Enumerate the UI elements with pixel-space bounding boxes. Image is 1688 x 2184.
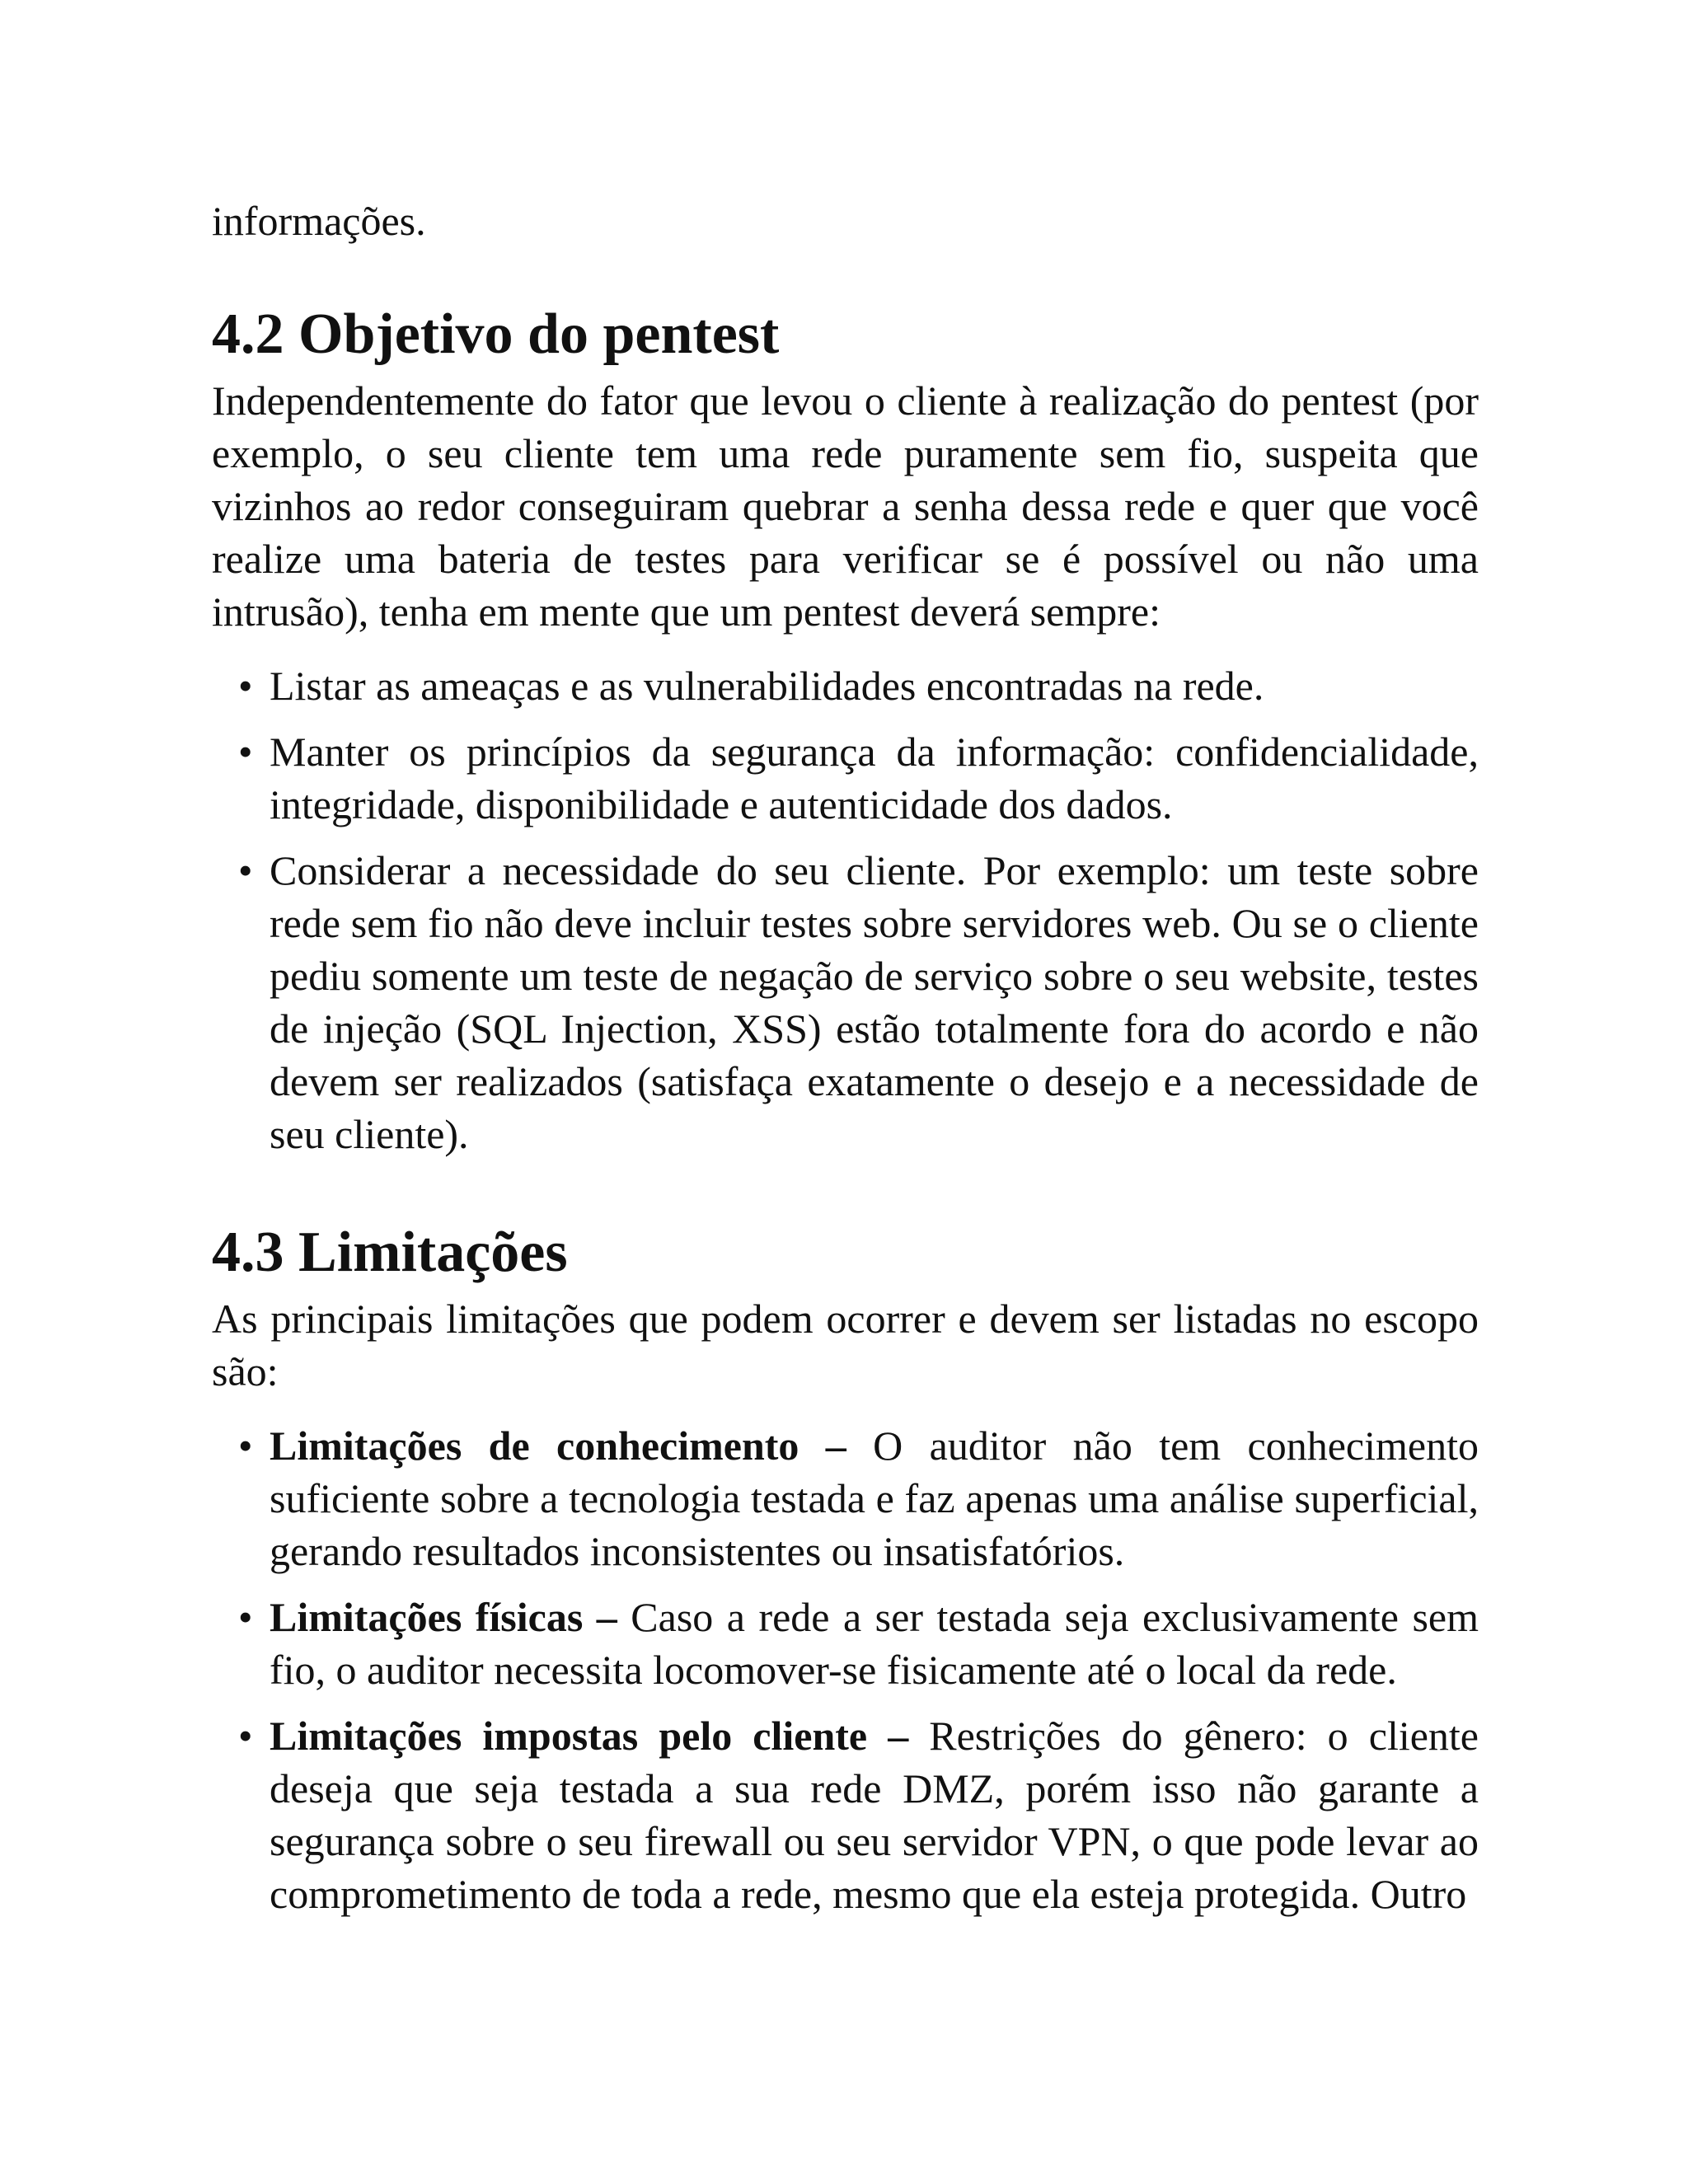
bullet-glyph: •	[238, 1594, 253, 1640]
section-heading-4-3: 4.3 Limitações	[212, 1221, 568, 1284]
list-item	[212, 1591, 1479, 1696]
list-item	[212, 725, 1479, 831]
continuation-text: informações.	[212, 198, 426, 244]
list-item-term: Limitações impostas pelo cliente	[270, 1713, 868, 1759]
section-4-3-paragraph: As principais limitações que podem ocorrer e devem ser listadas no escopo são:	[212, 1296, 1479, 1394]
list-item-text: O auditor não tem conhecimento suficiente sobre a tecnologia testada e faz apenas uma análise superficial, gerando resultados inconsistentes ou insatisfatórios.	[270, 1422, 1479, 1574]
bullet-glyph: •	[238, 729, 253, 775]
document-page	[212, 194, 1479, 1933]
list-item	[212, 659, 1479, 712]
list-item	[212, 844, 1479, 1160]
term-dash: –	[799, 1422, 874, 1469]
section-4-3-bullet-list	[212, 1419, 1479, 1920]
section-4-2-paragraph: Independentemente do fator que levou o cliente à realização do pentest (por exemplo, o seu cliente tem uma rede puramente sem fio, suspeita que vizinhos ao redor conseguiram quebrar a senha dessa rede e quer que você realize uma bateria de testes para verificar se é possível ou não uma intrusão), tenha em mente que um pentest deverá sempre:	[212, 377, 1479, 635]
list-item	[212, 1709, 1479, 1920]
list-item	[212, 1419, 1479, 1577]
term-dash: –	[583, 1594, 631, 1640]
list-item-text: Manter os princípios da segurança da informação: confidencialidade, integridade, disponibilidade e autenticidade dos dados.	[270, 729, 1479, 827]
list-item-term: Limitações de conhecimento	[270, 1422, 799, 1469]
bullet-glyph: •	[238, 1422, 253, 1469]
section-4-2-bullet-list	[212, 659, 1479, 1160]
list-item-text: Considerar a necessidade do seu cliente. Por exemplo: um teste sobre rede sem fio não deve incluir testes sobre servidores web. Ou se o cliente pediu somente um teste de negação de serviço sobre o seu website, testes de injeção (SQL Injection, XSS) estão totalmente fora do acordo e não devem ser realizados (satisfaça exatamente o desejo e a necessidade de seu cliente).	[270, 847, 1479, 1157]
bullet-glyph: •	[238, 663, 253, 709]
list-item-text: Restrições do gênero: o cliente deseja que seja testada a sua rede DMZ, porém isso não garante a segurança sobre o seu firewall ou seu servidor VPN, o que pode levar ao comprometimento de toda a rede, mesmo que ela esteja protegida. Outro	[270, 1713, 1479, 1917]
list-item-text: Caso a rede a ser testada seja exclusivamente sem fio, o auditor necessita locomover-se fisicamente até o local da rede.	[270, 1594, 1479, 1693]
term-dash: –	[867, 1713, 930, 1759]
list-item-term: Limitações físicas	[270, 1594, 584, 1640]
list-item-text: Listar as ameaças e as vulnerabilidades encontradas na rede.	[270, 663, 1264, 709]
section-heading-4-2: 4.2 Objetivo do pentest	[212, 302, 780, 366]
bullet-glyph: •	[238, 1713, 253, 1759]
bullet-glyph: •	[238, 847, 253, 893]
